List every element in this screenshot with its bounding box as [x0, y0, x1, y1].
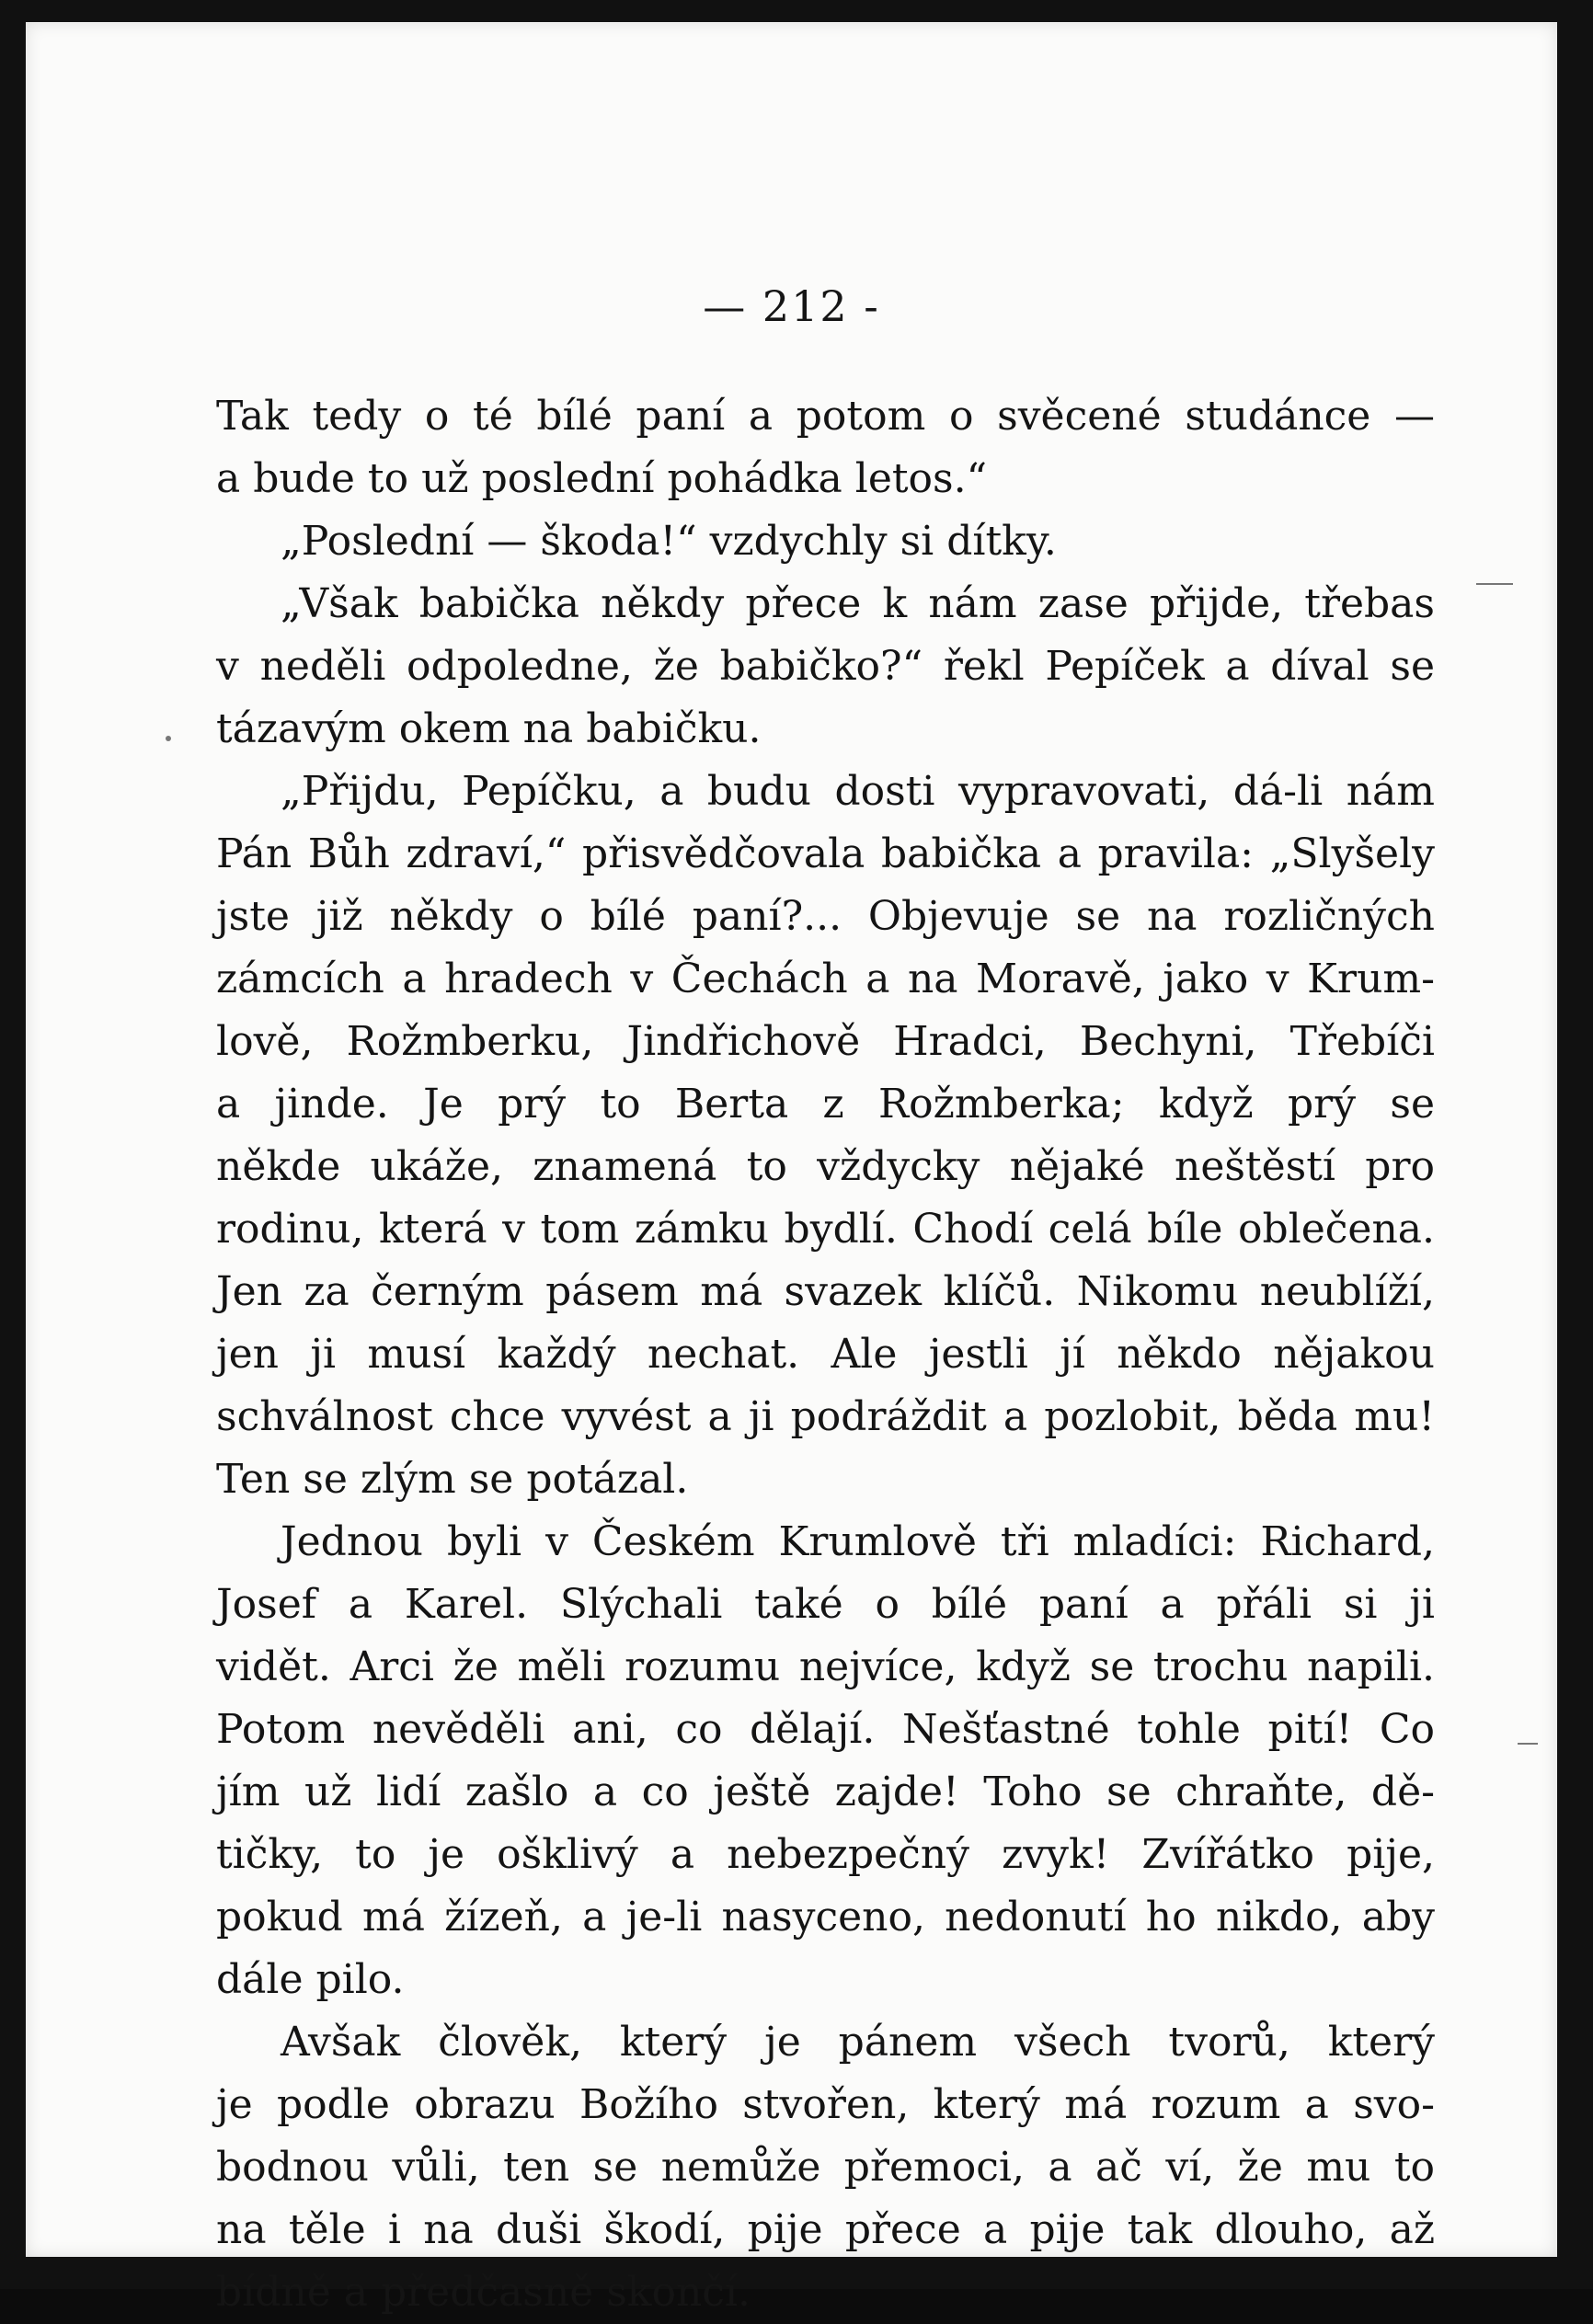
text-line: a jinde. Je prý to Berta z Rožmberka; když prý se [216, 1081, 1435, 1128]
text-line: Tak tedy o té bílé paní a potom o svěcené studánce — [216, 393, 1435, 440]
text-line: „Však babička někdy přece k nám zase přijde, třebas [281, 580, 1435, 627]
text-line: Avšak člověk, který je pánem všech tvorů, který [281, 2019, 1435, 2066]
text-line: a bude to už poslední pohádka letos.“ [216, 455, 988, 502]
margin-mark-right-2 [1518, 1743, 1538, 1745]
text-line: Ten se zlým se potázal. [216, 1456, 689, 1503]
text-line: bodnou vůli, ten se nemůže přemoci, a ač ví, že mu to [216, 2144, 1435, 2191]
text-line: tičky, to je ošklivý a nebezpečný zvyk! Zvířátko pije, [216, 1831, 1435, 1878]
text-line: jen ji musí každý nechat. Ale jestli jí někdo nějakou [216, 1331, 1435, 1378]
text-line: tázavým okem na babičku. [216, 705, 762, 752]
text-line: jím už lidí zašlo a co ještě zajde! Toho se chraňte, dě- [216, 1769, 1435, 1815]
text-line: Pán Bůh zdraví,“ přisvědčovala babička a pravila: „Slyšely [216, 830, 1435, 877]
text-line: schválnost chce vyvést a ji podráždit a pozlobit, běda mu! [216, 1393, 1435, 1440]
margin-mark-right-1 [1476, 583, 1513, 585]
page-number: — 212 - [703, 281, 880, 331]
text-line: vidět. Arci že měli rozumu nejvíce, když se trochu napili. [216, 1643, 1435, 1690]
text-line: rodinu, která v tom zámku bydlí. Chodí celá bíle oblečena. [216, 1206, 1435, 1253]
text-line: „Přijdu, Pepíčku, a budu dosti vypravovati, dá-li nám [281, 768, 1435, 815]
text-line: Jednou byli v Českém Krumlově tři mladíci: Richard, [281, 1518, 1435, 1565]
text-line: v neděli odpoledne, že babičko?“ řekl Pepíček a díval se [216, 643, 1435, 690]
text-line: na těle i na duši škodí, pije přece a pije tak dlouho, až [216, 2206, 1435, 2253]
text-line: je podle obrazu Božího stvořen, který má rozum a svo- [216, 2081, 1435, 2128]
text-line: někde ukáže, znamená to vždycky nějaké neštěstí pro [216, 1143, 1435, 1190]
text-line: „Poslední — škoda!“ vzdychly si dítky. [281, 518, 1057, 565]
text-line: jste již někdy o bílé paní?... Objevuje se na rozličných [216, 893, 1435, 940]
body-text [216, 385, 1435, 2324]
text-line: dále pilo. [216, 1956, 405, 2003]
text-line: pokud má žízeň, a je-li nasyceno, nedonutí ho nikdo, aby [216, 1894, 1435, 1940]
text-line: Jen za černým pásem má svazek klíčů. Nikomu neublíží, [216, 1268, 1435, 1315]
text-line: zámcích a hradech v Čechách a na Moravě, jako v Krum- [216, 956, 1435, 1002]
text-line: Potom nevěděli ani, co dělají. Nešťastné tohle pití! Co [216, 1706, 1435, 1753]
text-line: lově, Rožmberku, Jindřichově Hradci, Bechyni, Třebíči [216, 1018, 1435, 1065]
text-line: Josef a Karel. Slýchali také o bílé paní a přáli si ji [216, 1581, 1435, 1628]
book-page [26, 22, 1557, 2316]
margin-mark-left [166, 736, 171, 741]
text-line: bídně a předčasně skončí. [216, 2269, 751, 2316]
